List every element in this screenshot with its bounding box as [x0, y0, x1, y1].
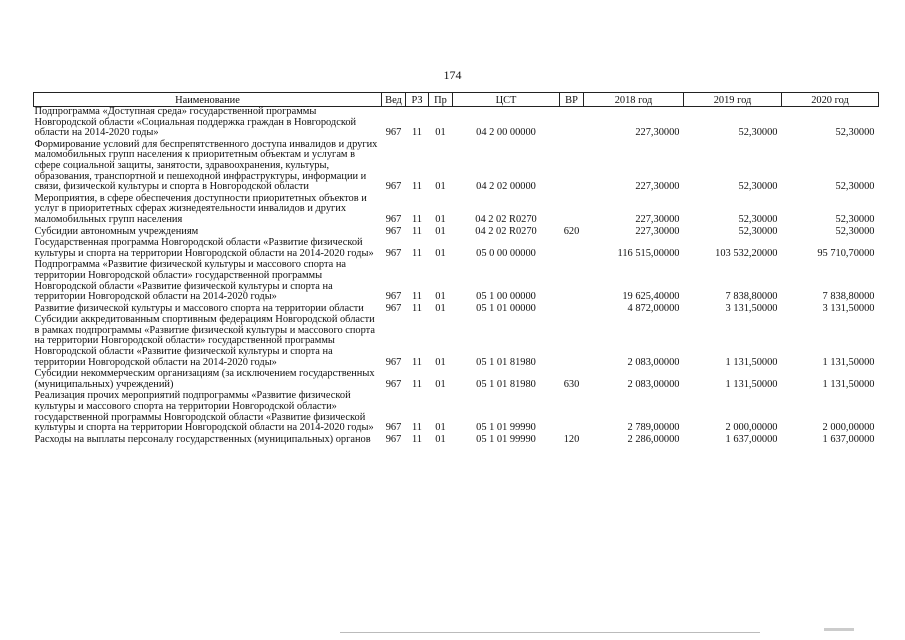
cell-name: Субсидии автономным учреждениям — [34, 225, 199, 237]
table-row — [34, 260, 879, 303]
header-rz: РЗ — [406, 93, 429, 107]
cell-cst: 05 0 00 00000 — [476, 247, 536, 259]
header-2020: 2020 год — [782, 93, 879, 107]
cell-cst: 04 2 00 00000 — [476, 127, 536, 139]
cell-pr: 01 — [435, 433, 446, 445]
cell-2019: 52,30000 — [738, 127, 778, 139]
cell-ved: 967 — [385, 433, 402, 445]
budget-table — [33, 92, 879, 446]
cell-pr: 01 — [435, 247, 446, 259]
cell-name: Подпрограмма «Развитие физической культуры и массового спорта на территории Новгородской области» государственной программы Новгородской области «Развитие физической культуры и спорта на территории Новгородской области на 2014-2020 годы» — [34, 259, 347, 303]
cell-2020: 52,30000 — [835, 213, 875, 225]
cell-vr — [560, 107, 584, 140]
cell-ved: 967 — [385, 247, 402, 259]
cell-2019: 2 000,00000 — [725, 422, 778, 434]
cell-rz: 11 — [411, 127, 422, 139]
cell-vr — [560, 260, 584, 303]
table-row — [34, 107, 879, 140]
cell-2019: 7 838,80000 — [725, 291, 778, 303]
cell-2018: 2 083,00000 — [627, 378, 680, 390]
table-row — [34, 369, 879, 391]
cell-cst: 05 1 01 81980 — [476, 356, 536, 368]
cell-2019: 52,30000 — [738, 213, 778, 225]
cell-2018: 2 789,00000 — [627, 422, 680, 434]
cell-vr — [560, 194, 584, 227]
cell-vr — [560, 140, 584, 194]
cell-2020: 7 838,80000 — [822, 291, 875, 303]
cell-pr: 01 — [435, 291, 446, 303]
cell-name: Развитие физической культуры и массового спорта на территории области — [34, 302, 364, 314]
cell-2019: 52,30000 — [738, 181, 778, 193]
cell-cst: 05 1 01 00000 — [476, 302, 536, 314]
cell-2020: 1 131,50000 — [822, 378, 875, 390]
header-2018: 2018 год — [584, 93, 684, 107]
cell-rz: 11 — [411, 356, 422, 368]
cell-ved: 967 — [385, 356, 402, 368]
table-row — [34, 315, 879, 369]
cell-vr — [560, 304, 584, 316]
cell-2018: 227,30000 — [635, 181, 680, 193]
cell-2019: 52,30000 — [738, 225, 778, 237]
table-row — [34, 435, 879, 447]
cell-name: Формирование условий для беспрепятственного доступа инвалидов и других маломобильных групп населения к приоритетным объектам и услугам в сфере социальной защиты, занятости, здравоохранения, культуры, образования, транспортной и пешеходной инфраструктуры, информации и связи, физической культуры и спорта в Новгородской области — [34, 138, 378, 193]
page-number: 174 — [443, 68, 462, 82]
cell-2018: 19 625,40000 — [622, 291, 680, 303]
cell-ved: 967 — [385, 291, 402, 303]
cell-ved: 967 — [385, 422, 402, 434]
table-header-row — [34, 93, 879, 107]
cell-2019: 1 637,00000 — [725, 433, 778, 445]
cell-vr: 620 — [563, 225, 580, 237]
cell-2019: 1 131,50000 — [725, 378, 778, 390]
cell-ved: 967 — [385, 213, 402, 225]
cell-pr: 01 — [435, 181, 446, 193]
cell-ved: 967 — [385, 225, 402, 237]
cell-vr — [560, 315, 584, 369]
cell-name: Субсидии аккредитованным спортивным федерациям Новгородской области в рамках подпрограммы «Развитие физической культуры и массового спорта на территории Новгородской области» государственной программы Новгородской области «Развитие физической культуры и спорта на территории Новгородской области на 2014-2020 годы» — [34, 314, 375, 368]
cell-pr: 01 — [435, 378, 446, 390]
cell-2018: 4 872,00000 — [627, 302, 680, 314]
cell-cst: 05 1 01 99990 — [476, 433, 536, 445]
cell-2020: 2 000,00000 — [822, 422, 875, 434]
cell-rz: 11 — [411, 225, 422, 237]
cell-2018: 227,30000 — [635, 213, 680, 225]
header-cst: ЦСТ — [453, 93, 560, 107]
cell-2018: 116 515,00000 — [617, 247, 680, 259]
cell-ved: 967 — [385, 302, 402, 314]
cell-vr: 120 — [563, 433, 580, 445]
cell-name: Мероприятия, в сфере обеспечения доступности приоритетных объектов и услуг в приоритетных сферах жизнедеятельности инвалидов и других маломобильных групп населения — [34, 192, 367, 225]
cell-rz: 11 — [411, 433, 422, 445]
cell-cst: 05 1 01 99990 — [476, 422, 536, 434]
cell-pr: 01 — [435, 225, 446, 237]
cell-ved: 967 — [385, 181, 402, 193]
cell-2020: 52,30000 — [835, 181, 875, 193]
cell-2019: 3 131,50000 — [725, 302, 778, 314]
cell-2020: 3 131,50000 — [822, 302, 875, 314]
cell-2018: 227,30000 — [635, 225, 680, 237]
cell-cst: 05 1 01 81980 — [476, 378, 536, 390]
cell-pr: 01 — [435, 127, 446, 139]
cell-2020: 52,30000 — [835, 225, 875, 237]
cell-cst: 05 1 00 00000 — [476, 291, 536, 303]
cell-rz: 11 — [411, 247, 422, 259]
bottom-rule — [340, 632, 760, 633]
cell-rz: 11 — [411, 378, 422, 390]
cell-2020: 1 637,00000 — [822, 433, 875, 445]
cell-rz: 11 — [411, 213, 422, 225]
header-name: Наименование — [34, 93, 382, 107]
cell-pr: 01 — [435, 302, 446, 314]
header-vr: ВР — [560, 93, 584, 107]
header-pr: Пр — [429, 93, 453, 107]
cell-cst: 04 2 02 00000 — [476, 181, 536, 193]
cell-2020: 52,30000 — [835, 127, 875, 139]
cell-ved: 967 — [385, 127, 402, 139]
cell-2018: 2 083,00000 — [627, 356, 680, 368]
cell-2018: 2 286,00000 — [627, 433, 680, 445]
cell-vr — [560, 238, 584, 260]
cell-2020: 1 131,50000 — [822, 356, 875, 368]
cell-rz: 11 — [411, 302, 422, 314]
cell-rz: 11 — [411, 291, 422, 303]
scan-mark — [824, 628, 854, 631]
cell-2020: 95 710,70000 — [817, 247, 875, 259]
header-2019: 2019 год — [684, 93, 782, 107]
cell-pr: 01 — [435, 422, 446, 434]
cell-pr: 01 — [435, 213, 446, 225]
cell-vr — [560, 391, 584, 434]
cell-cst: 04 2 02 R0270 — [475, 213, 537, 225]
cell-vr: 630 — [563, 378, 580, 390]
cell-rz: 11 — [411, 422, 422, 434]
cell-pr: 01 — [435, 356, 446, 368]
cell-name: Субсидии некоммерческим организациям (за исключением государственных (муниципальных) учреждений) — [34, 368, 375, 390]
table-row — [34, 140, 879, 194]
cell-cst: 04 2 02 R0270 — [475, 225, 537, 237]
cell-name: Подпрограмма «Доступная среда» государственной программы Новгородской области «Социальная поддержка граждан в Новгородской области на 2014-2020 годы» — [34, 106, 357, 139]
header-ved: Вед — [382, 93, 406, 107]
cell-2018: 227,30000 — [635, 127, 680, 139]
cell-ved: 967 — [385, 378, 402, 390]
table-row — [34, 194, 879, 227]
cell-rz: 11 — [411, 181, 422, 193]
cell-name: Расходы на выплаты персоналу государственных (муниципальных) органов — [34, 433, 371, 445]
table-row — [34, 238, 879, 260]
cell-2019: 1 131,50000 — [725, 356, 778, 368]
cell-name: Государственная программа Новгородской области «Развитие физической культуры и спорта на территории Новгородской области на 2014-2020 годы» — [34, 237, 374, 259]
cell-name: Реализация прочих мероприятий подпрограммы «Развитие физической культуры и массового спорта на территории Новгородской области» государственной программы Новгородской области «Развитие физической культуры и спорта на территории Новгородской области на 2014-2020 годы» — [34, 390, 374, 434]
table-body — [34, 107, 879, 447]
table-row — [34, 391, 879, 434]
cell-2019: 103 532,20000 — [715, 247, 778, 259]
